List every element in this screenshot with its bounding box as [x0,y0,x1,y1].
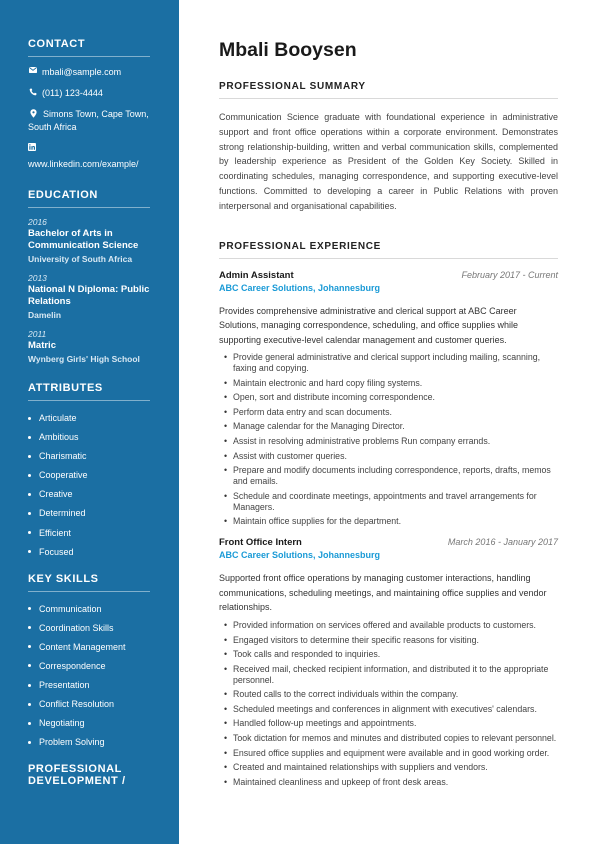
job-bullet: • Maintained cleanliness and upkeep of front desk areas. [228,777,558,788]
address-text: Simons Town, Cape Town, South Africa [28,109,149,132]
contact-heading: CONTACT [28,38,150,57]
summary-text: Communication Science graduate with foundational experience in administrative support and front office operations within a corporate environment. Demonstrates strong relationship-building, written and verbal communication skills, complemented by leadership experience as President of the Golden Key Society. Skilled in coordinating schedules, managing correspondence, and supporting executive-level functions. Committed to developing a career in Public Relations with proven interpersonal and organisational capabilities. [219,112,558,211]
summary-section [219,81,558,214]
skill-label: Negotiating [39,718,85,729]
attribute-label: Creative [39,489,73,500]
skill-item [28,680,151,690]
job-header [219,536,558,549]
job-company: ABC Career Solutions, Johannesburg [219,282,381,293]
phone-text: (011) 123-4444 [42,88,103,98]
job-bullet: • Schedule and coordinate meetings, appointments and travel arrangements for Managers. [228,491,558,513]
profdev-section [28,763,151,793]
job-entry [219,536,558,787]
skill-label: Conflict Resolution [39,699,115,710]
job-bullet: • Handled follow-up meetings and appointments. [228,718,558,729]
education-section [28,189,151,366]
sidebar [0,0,179,844]
job-bullet: • Manage calendar for the Managing Director. [228,421,558,432]
contact-linkedin[interactable] [28,142,156,171]
bullet-dot [28,493,31,496]
attributes-section [28,382,151,557]
job-title: Admin Assistant [219,269,294,281]
experience-heading: PROFESSIONAL EXPERIENCE [219,241,558,259]
attribute-label: Ambitious [39,432,79,443]
skill-label: Communication [39,603,102,614]
attribute-item [28,508,151,518]
education-year: 2011 [28,329,47,339]
skill-item [28,737,151,747]
job-bullet: • Provided information on services offered and available products to customers. [228,620,558,631]
attribute-item [28,528,151,538]
bullet-dot [28,474,31,477]
job-bullet: • Assist with customer queries. [228,451,558,462]
skill-label: Content Management [39,641,126,652]
education-heading: EDUCATION [28,189,150,208]
job-date: March 2016 - January 2017 [447,537,558,548]
email-text: mbali@sample.com [42,67,122,77]
skill-item [28,642,151,652]
bullet-dot [28,512,31,515]
bullet-dot [28,417,31,420]
job-bullet: • Maintain office supplies for the department. [228,516,558,527]
attribute-item [28,547,151,557]
bullet-dot [28,664,31,667]
attributes-list [28,413,151,557]
skill-item [28,604,151,614]
job-date: February 2017 - Current [461,269,558,280]
phone-icon [28,88,38,96]
attribute-label: Charismatic [39,451,87,462]
attribute-label: Efficient [39,527,71,538]
attribute-item [28,432,151,442]
skills-list [28,604,151,748]
skill-item [28,661,151,671]
education-degree: Matric [28,340,56,351]
skills-section [28,573,151,748]
job-bullet: • Provide general administrative and clerical support including mailing, scanning, faxing and copying. [228,352,558,374]
bullet-dot [28,531,31,534]
education-item [28,217,156,266]
job-company: ABC Career Solutions, Johannesburg [219,550,381,561]
contact-address [28,108,156,134]
bullet-dot [28,684,31,687]
summary-heading: PROFESSIONAL SUMMARY [219,81,558,99]
linkedin-icon [28,142,38,155]
attribute-item [28,413,151,423]
job-bullet: • Received mail, checked recipient information, and distributed it to the appropriate personnel. [228,664,558,686]
job-bullet: • Engaged visitors to determine their specific reasons for visiting. [228,635,558,646]
bullet-dot [28,607,31,610]
job-bullet: • Prepare and modify documents including correspondence, reports, drafts, memos and emails. [228,465,558,487]
skill-label: Presentation [39,680,90,691]
attributes-heading: ATTRIBUTES [28,382,150,401]
attribute-label: Determined [39,508,86,519]
attribute-item [28,470,151,480]
attribute-item [28,451,151,461]
contact-section [28,38,151,171]
skill-label: Correspondence [39,660,106,671]
job-bullet: • Took calls and responded to inquiries. [228,649,558,660]
main-content [219,38,558,797]
education-item [28,329,156,366]
job-bullets [228,620,558,788]
education-school: University of South Africa [28,254,133,264]
skill-label: Coordination Skills [39,622,114,633]
job-entry [219,269,558,528]
job-bullet: • Routed calls to the correct individuals within the company. [228,689,558,700]
education-school: Wynberg Girls' High School [28,354,140,364]
attribute-item [28,489,151,499]
job-header [219,269,558,282]
bullet-dot [28,550,31,553]
education-item [28,273,156,322]
job-bullet: • Perform data entry and scan documents. [228,407,558,418]
education-school: Damelin [28,310,62,320]
location-pin-icon [28,109,38,118]
job-bullet: • Scheduled meetings and conferences in alignment with executives' calendars. [228,704,558,715]
attribute-label: Articulate [39,413,77,423]
job-description: Provides comprehensive administrative and clerical support at ABC Career Solutions, managing correspondence, scheduling, and office supplies while supporting executive-level calendar management and customer queries. [219,305,519,345]
education-year: 2016 [28,217,47,227]
job-description: Supported front office operations by managing customer interactions, handling communications, scheduling meetings, and maintaining office supplies and vendor relationships. [219,573,547,613]
job-title: Front Office Intern [219,537,302,549]
bullet-dot [28,722,31,725]
attribute-label: Focused [39,546,74,557]
bullet-dot [28,645,31,648]
profdev-heading: PROFESSIONAL DEVELOPMENT / [28,763,126,788]
contact-phone[interactable] [28,87,156,100]
job-bullets [228,352,558,527]
education-year: 2013 [28,273,47,283]
skill-label: Problem Solving [39,737,105,748]
attribute-label: Cooperative [39,470,88,481]
job-bullet: • Open, sort and distribute incoming correspondence. [228,392,558,403]
bullet-dot [28,741,31,744]
job-bullet: • Created and maintained relationships with suppliers and vendors. [228,762,558,773]
bullet-dot [28,703,31,706]
candidate-name: Mbali Booysen [219,39,357,61]
envelope-icon [28,67,38,73]
contact-email[interactable] [28,66,156,79]
linkedin-text: www.linkedin.com/example/ [28,159,139,169]
skill-item [28,718,151,728]
experience-section [219,241,558,788]
education-degree: National N Diploma: Public Relations [28,284,150,307]
bullet-dot [28,436,31,439]
education-degree: Bachelor of Arts in Communication Science [28,228,139,251]
skill-item [28,623,151,633]
job-bullet: • Maintain electronic and hard copy filing systems. [228,378,558,389]
job-bullet: • Assist in resolving administrative problems Run company errands. [228,436,558,447]
skill-item [28,699,151,709]
job-bullet: • Took dictation for memos and minutes and distributed copies to relevant personnel. [228,733,558,744]
bullet-dot [28,626,31,629]
skills-heading: KEY SKILLS [28,573,150,592]
bullet-dot [28,455,31,458]
job-bullet: • Ensured office supplies and equipment were available and in good working order. [228,748,558,759]
